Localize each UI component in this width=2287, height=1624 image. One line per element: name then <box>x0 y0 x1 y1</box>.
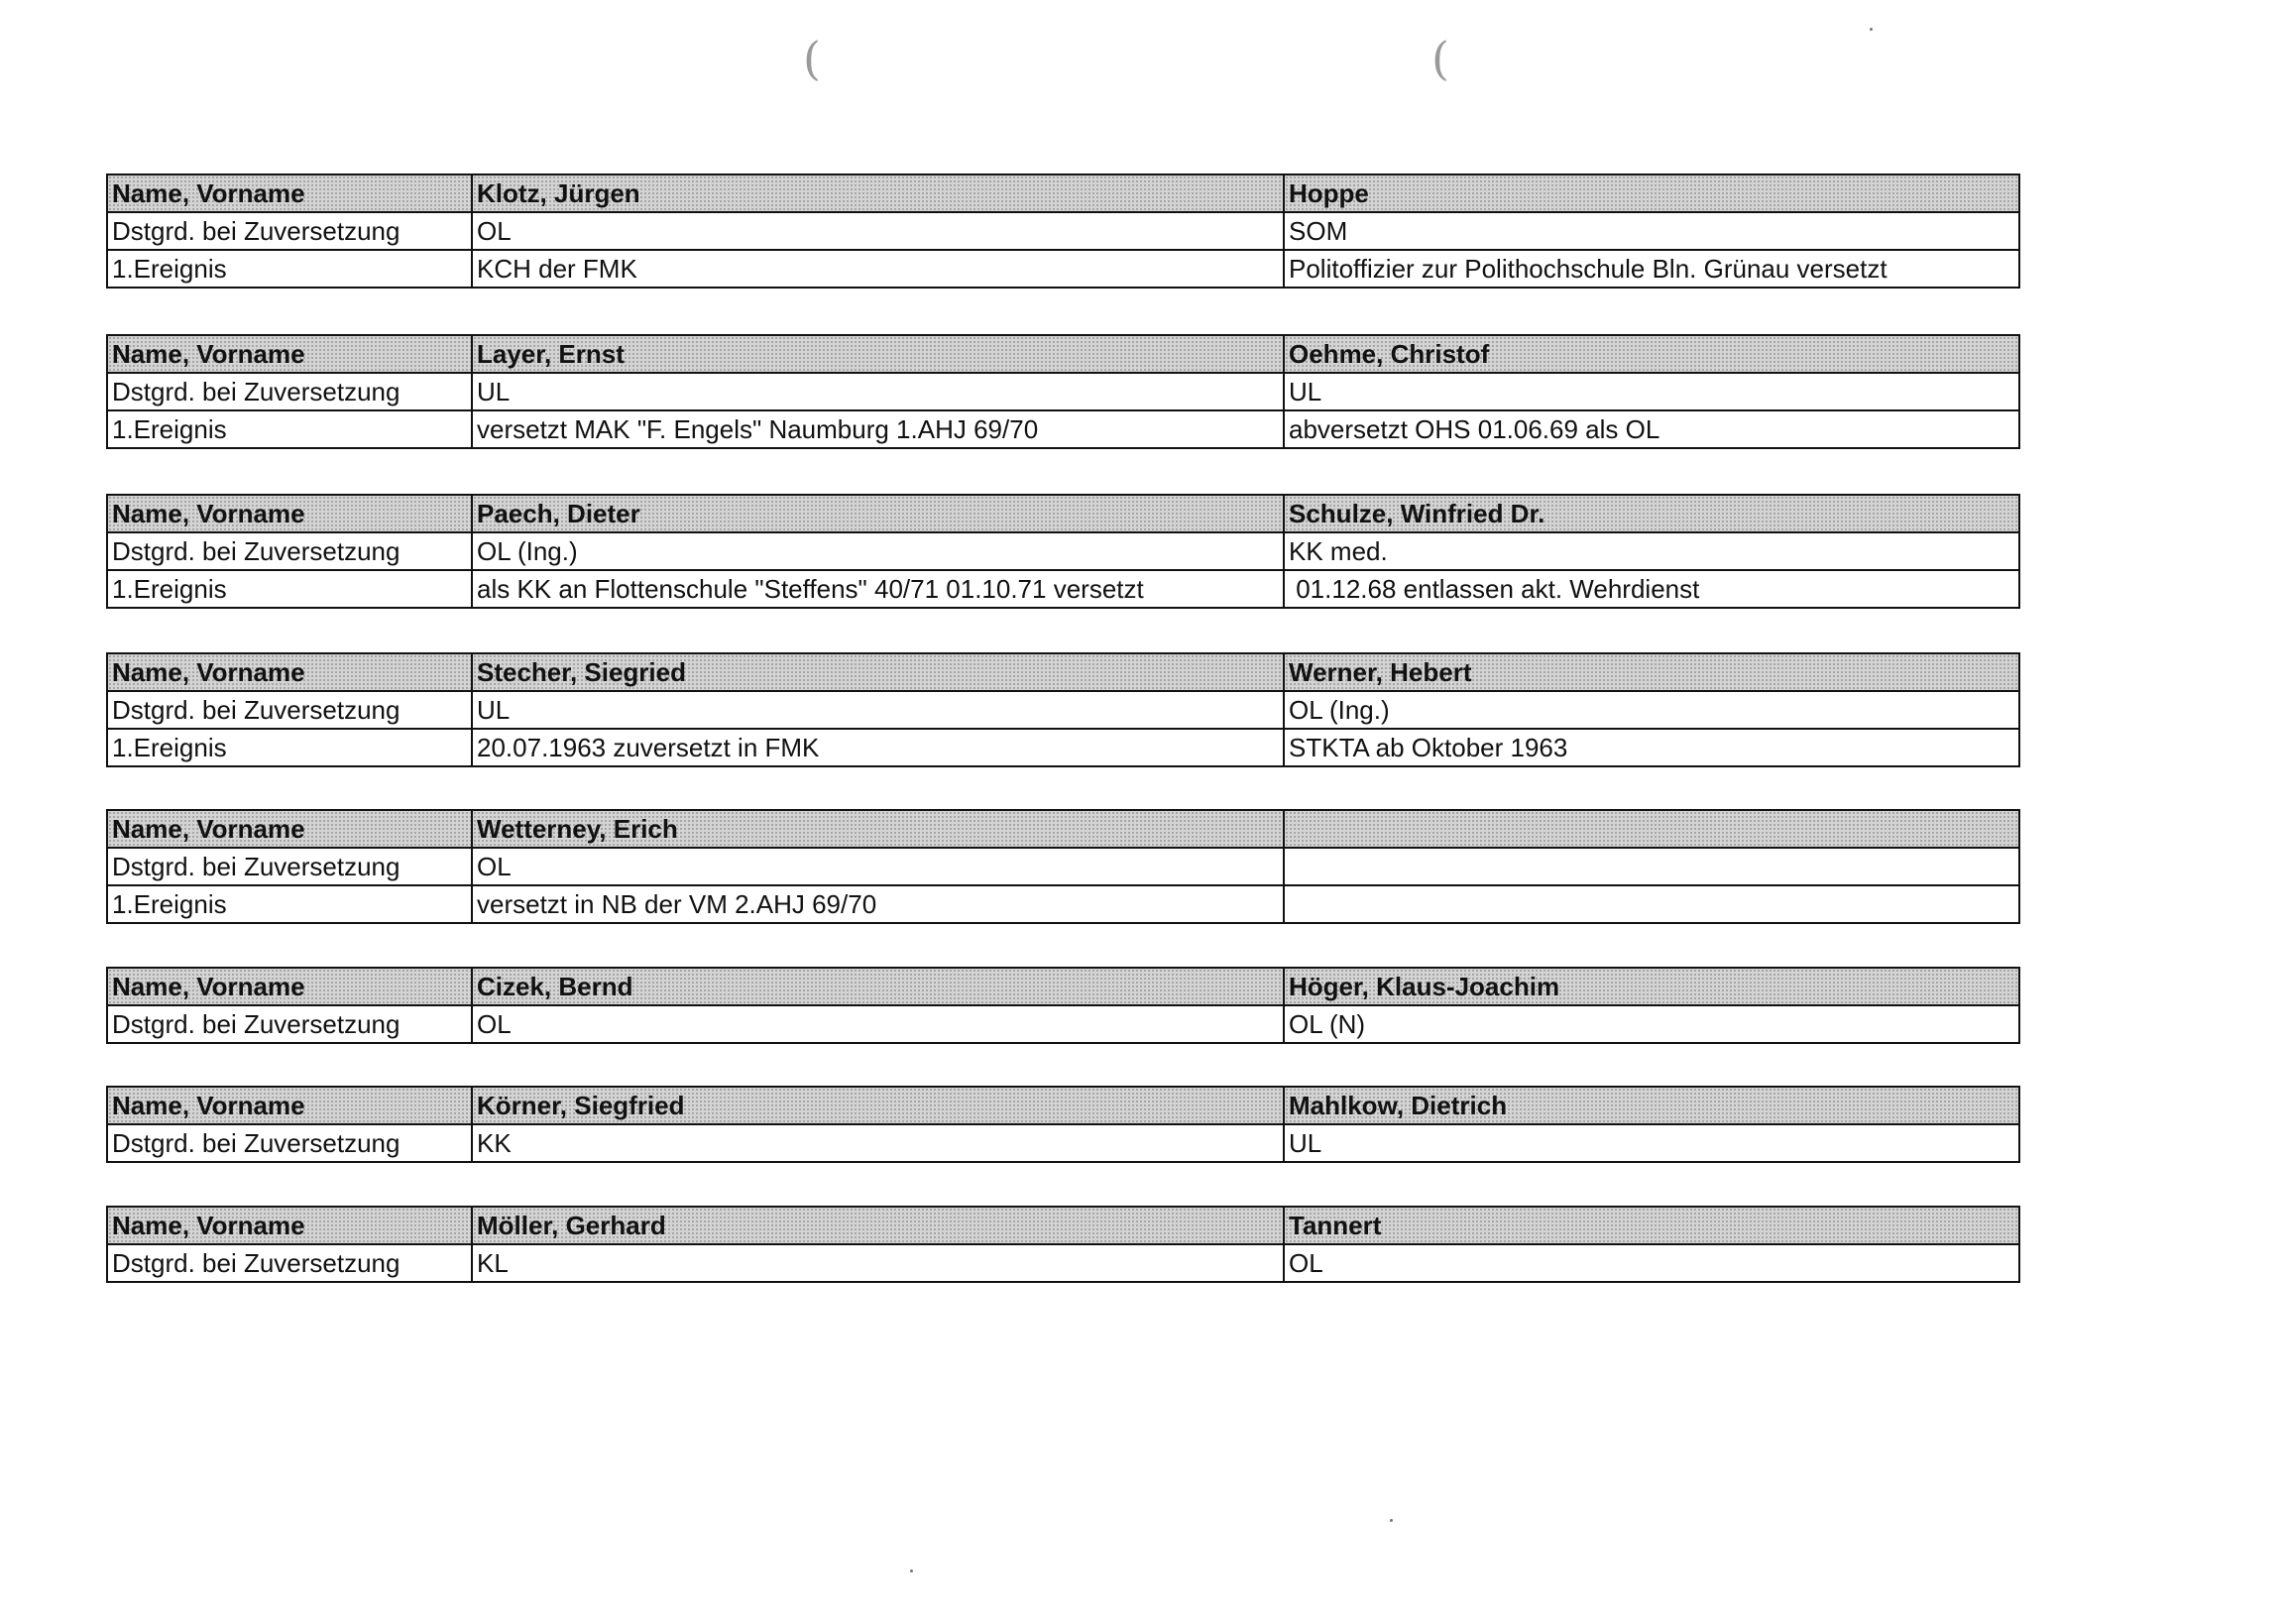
record-name-row <box>107 810 2019 848</box>
person-b-name: Tannert <box>1284 1207 2019 1244</box>
record-event-row <box>107 410 2019 448</box>
personnel-record-table <box>106 1086 2020 1163</box>
row-label-name: Name, Vorname <box>107 335 472 373</box>
record-rank-row <box>107 532 2019 570</box>
person-b-event <box>1284 885 2019 923</box>
person-a-name: Körner, Siegfried <box>472 1087 1284 1124</box>
row-label-rank: Dstgrd. bei Zuversetzung <box>107 1244 472 1282</box>
person-b-rank: UL <box>1284 1124 2019 1162</box>
row-label-rank: Dstgrd. bei Zuversetzung <box>107 212 472 250</box>
row-label-event: 1.Ereignis <box>107 410 472 448</box>
record-event-row <box>107 570 2019 608</box>
person-b-name: Schulze, Winfried Dr. <box>1284 495 2019 532</box>
person-b-name: Mahlkow, Dietrich <box>1284 1087 2019 1124</box>
person-a-name: Wetterney, Erich <box>472 810 1284 848</box>
person-a-rank: UL <box>472 691 1284 729</box>
row-label-event: 1.Ereignis <box>107 570 472 608</box>
personnel-record-table <box>106 652 2020 767</box>
row-label-name: Name, Vorname <box>107 1087 472 1124</box>
scan-speck <box>1390 1519 1393 1522</box>
row-label-rank: Dstgrd. bei Zuversetzung <box>107 532 472 570</box>
record-event-row <box>107 250 2019 288</box>
scan-speck <box>910 1569 913 1572</box>
record-name-row <box>107 653 2019 691</box>
row-label-name: Name, Vorname <box>107 968 472 1005</box>
scan-speck <box>1870 28 1873 31</box>
person-a-name: Klotz, Jürgen <box>472 174 1284 212</box>
row-label-rank: Dstgrd. bei Zuversetzung <box>107 1124 472 1162</box>
row-label-rank: Dstgrd. bei Zuversetzung <box>107 373 472 410</box>
record-rank-row <box>107 1124 2019 1162</box>
person-a-event: 20.07.1963 zuversetzt in FMK <box>472 729 1284 766</box>
person-b-name <box>1284 810 2019 848</box>
record-rank-row <box>107 848 2019 885</box>
person-b-rank: KK med. <box>1284 532 2019 570</box>
row-label-name: Name, Vorname <box>107 495 472 532</box>
punch-hole-mark-left: ( <box>803 32 821 85</box>
row-label-name: Name, Vorname <box>107 810 472 848</box>
person-a-event: versetzt MAK "F. Engels" Naumburg 1.AHJ 69/70 <box>472 410 1284 448</box>
record-rank-row <box>107 1005 2019 1043</box>
person-b-name: Werner, Hebert <box>1284 653 2019 691</box>
person-a-event: KCH der FMK <box>472 250 1284 288</box>
row-label-event: 1.Ereignis <box>107 729 472 766</box>
person-b-rank: UL <box>1284 373 2019 410</box>
record-rank-row <box>107 373 2019 410</box>
person-b-event: 01.12.68 entlassen akt. Wehrdienst <box>1284 570 2019 608</box>
person-a-event: als KK an Flottenschule "Steffens" 40/71 01.10.71 versetzt <box>472 570 1284 608</box>
person-a-rank: OL <box>472 1005 1284 1043</box>
record-name-row <box>107 335 2019 373</box>
person-b-rank: OL <box>1284 1244 2019 1282</box>
person-a-rank: OL (Ing.) <box>472 532 1284 570</box>
row-label-event: 1.Ereignis <box>107 250 472 288</box>
person-b-rank: OL (N) <box>1284 1005 2019 1043</box>
row-label-rank: Dstgrd. bei Zuversetzung <box>107 691 472 729</box>
person-a-rank: OL <box>472 212 1284 250</box>
punch-hole-mark-right: ( <box>1431 32 1449 85</box>
person-a-event: versetzt in NB der VM 2.AHJ 69/70 <box>472 885 1284 923</box>
person-a-name: Möller, Gerhard <box>472 1207 1284 1244</box>
record-event-row <box>107 885 2019 923</box>
record-rank-row <box>107 691 2019 729</box>
record-rank-row <box>107 1244 2019 1282</box>
personnel-record-table <box>106 494 2020 609</box>
person-a-rank: OL <box>472 848 1284 885</box>
row-label-name: Name, Vorname <box>107 653 472 691</box>
person-a-rank: KK <box>472 1124 1284 1162</box>
record-name-row <box>107 1087 2019 1124</box>
personnel-record-table <box>106 174 2020 289</box>
person-a-name: Stecher, Siegried <box>472 653 1284 691</box>
person-b-rank: OL (Ing.) <box>1284 691 2019 729</box>
person-a-rank: KL <box>472 1244 1284 1282</box>
row-label-name: Name, Vorname <box>107 174 472 212</box>
row-label-event: 1.Ereignis <box>107 885 472 923</box>
person-b-name: Höger, Klaus-Joachim <box>1284 968 2019 1005</box>
record-name-row <box>107 1207 2019 1244</box>
row-label-rank: Dstgrd. bei Zuversetzung <box>107 848 472 885</box>
person-b-rank <box>1284 848 2019 885</box>
person-a-name: Cizek, Bernd <box>472 968 1284 1005</box>
person-b-rank: SOM <box>1284 212 2019 250</box>
person-b-name: Oehme, Christof <box>1284 335 2019 373</box>
person-b-name: Hoppe <box>1284 174 2019 212</box>
record-name-row <box>107 174 2019 212</box>
person-a-name: Layer, Ernst <box>472 335 1284 373</box>
person-b-event: STKTA ab Oktober 1963 <box>1284 729 2019 766</box>
personnel-record-table <box>106 1206 2020 1283</box>
person-a-rank: UL <box>472 373 1284 410</box>
row-label-rank: Dstgrd. bei Zuversetzung <box>107 1005 472 1043</box>
record-name-row <box>107 968 2019 1005</box>
person-a-name: Paech, Dieter <box>472 495 1284 532</box>
record-event-row <box>107 729 2019 766</box>
record-rank-row <box>107 212 2019 250</box>
person-b-event: abversetzt OHS 01.06.69 als OL <box>1284 410 2019 448</box>
record-name-row <box>107 495 2019 532</box>
personnel-record-table <box>106 967 2020 1044</box>
personnel-record-table <box>106 334 2020 449</box>
person-b-event: Politoffizier zur Polithochschule Bln. Grünau versetzt <box>1284 250 2019 288</box>
row-label-name: Name, Vorname <box>107 1207 472 1244</box>
personnel-record-table <box>106 809 2020 924</box>
